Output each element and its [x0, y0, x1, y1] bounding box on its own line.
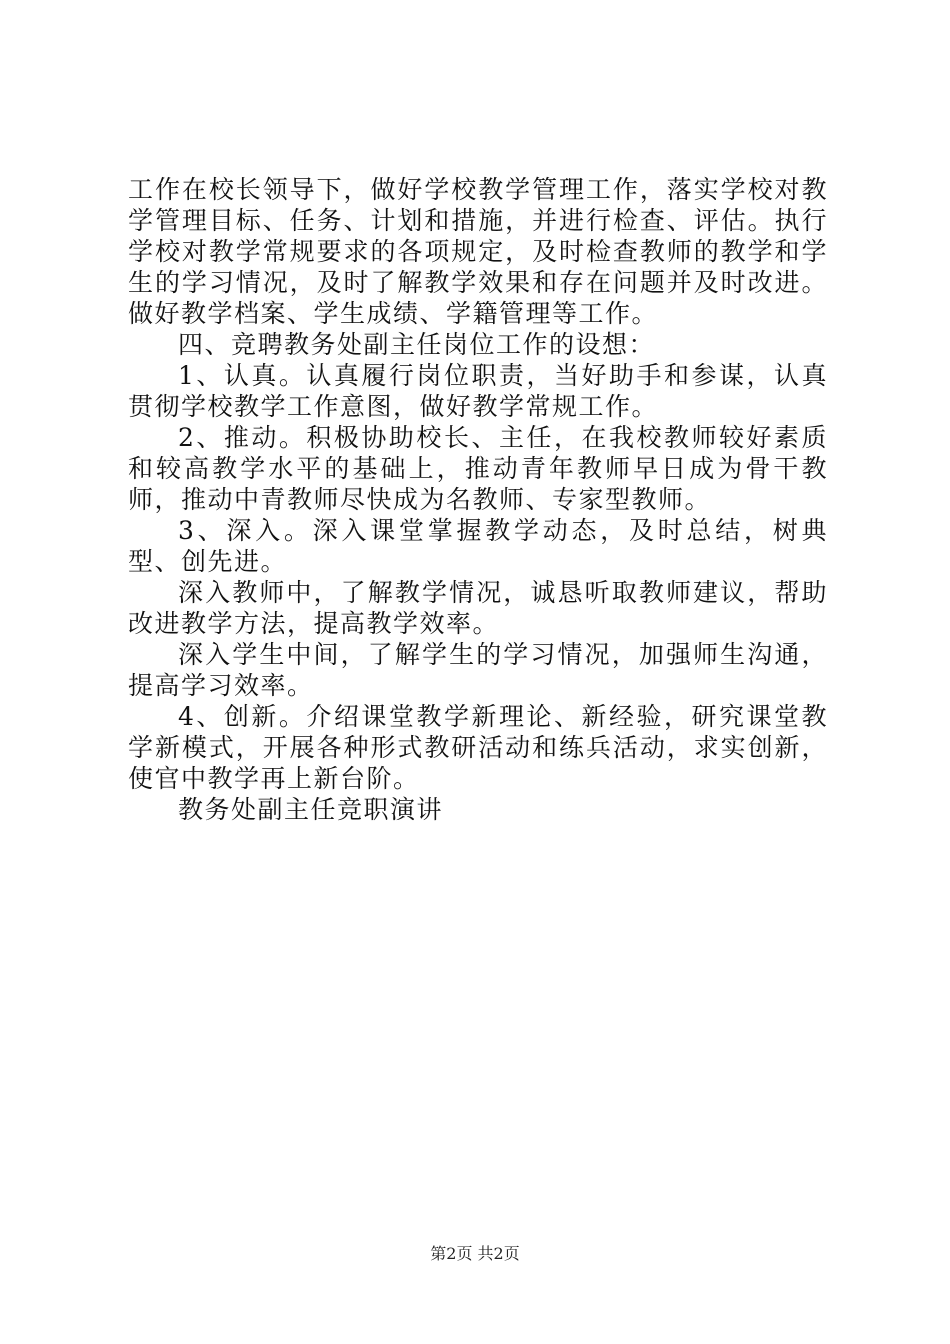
- document-body: [128, 174, 828, 825]
- document-closing-title: 教务处副主任竞职演讲: [178, 795, 444, 824]
- paragraph-item-3-students: 深入学生中间，了解学生的学习情况，加强师生沟通，提高学习效率。: [128, 640, 828, 700]
- paragraph-item-3: 3、深入。深入课堂掌握教学动态，及时总结，树典型、创先进。: [128, 516, 828, 576]
- paragraph-item-1: 1、认真。认真履行岗位职责，当好助手和参谋，认真贯彻学校教学工作意图，做好教学常规工作。: [128, 361, 828, 421]
- page-number-footer: 第2页 共2页: [430, 1244, 520, 1263]
- paragraph-item-4: 4、创新。介绍课堂教学新理论、新经验，研究课堂教学新模式，开展各种形式教研活动和练兵活动，求实创新，使官中教学再上新台阶。: [128, 702, 828, 793]
- paragraph-item-2: 2、推动。积极协助校长、主任，在我校教师较好素质和较高教学水平的基础上，推动青年教师早日成为骨干教师，推动中青教师尽快成为名教师、专家型教师。: [128, 423, 828, 514]
- paragraph-duties: 工作在校长领导下，做好学校教学管理工作，落实学校对教学管理目标、任务、计划和措施，并进行检查、评估。执行学校对教学常规要求的各项规定，及时检查教师的教学和学生的学习情况，及时了解教学效果和存在问题并及时改进。做好教学档案、学生成绩、学籍管理等工作。: [128, 175, 828, 328]
- paragraph-item-3-teachers: 深入教师中，了解教学情况，诚恳听取教师建议，帮助改进教学方法，提高教学效率。: [128, 578, 828, 638]
- section-heading-vision: 四、竞聘教务处副主任岗位工作的设想：: [178, 330, 656, 359]
